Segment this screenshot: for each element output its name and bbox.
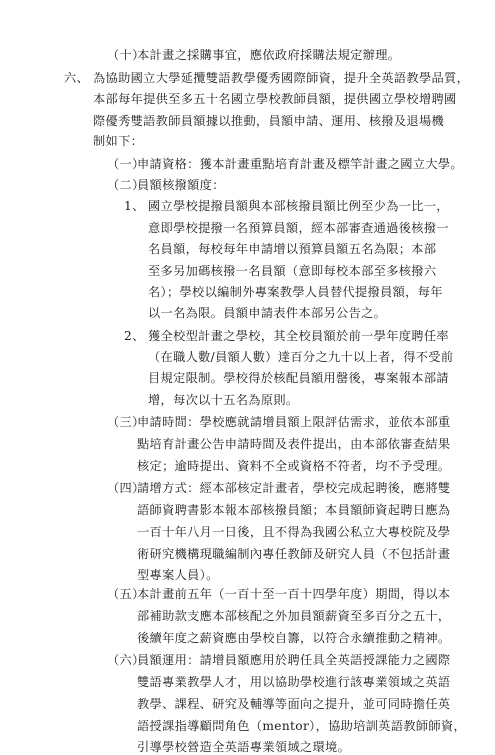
item-text-line: 點培育計畫公告申請時間及表件提出，由本部依審查結果 [137, 437, 451, 452]
item-marker: （二） [107, 178, 145, 193]
item-marker: （四） [107, 481, 145, 496]
item-text-line: 獲全校型計畫之學校，其全校員額於前一學年度聘任率 [148, 328, 449, 343]
item-marker: 六、 [64, 70, 90, 85]
item-marker: 1、 [124, 199, 145, 214]
item-text-line: 目規定限制。學校得於核配員額用罄後，專案報本部請 [148, 371, 449, 386]
item-marker: （一） [107, 157, 145, 172]
item-text-line: 本計畫前五年（一百十至一百十四學年度）期間，得以本 [137, 587, 451, 602]
item-text-line: 核定；逾時提出、資料不全或資格不符者，均不予受理。 [137, 458, 451, 473]
item-text-line: 至多另加碼核撥一名員額（意即每校本部至多核撥六 [148, 263, 437, 278]
item-marker: （六） [107, 653, 145, 668]
item-text-line: 本計畫之採購事宜，應依政府採購法規定辦理。 [137, 48, 401, 63]
item-text-line: 語授課指導顧問角色（mentor），協助培訓英語教師師資， [137, 718, 467, 733]
item-text-line: 後續年度之薪資應由學校自籌，以符合永續推動之精神。 [137, 630, 451, 645]
item-text-line: 部補助款支應本部核配之外加員額薪資至多百分之五十， [137, 609, 451, 624]
item-text-line: 語師資聘書影本報本部核撥員額；本員額師資起聘日應為 [137, 503, 451, 518]
item-text-line: 教學、課程、研究及輔導等面向之提升，並可同時擔任英 [137, 696, 451, 711]
item-text-line: 際優秀雙語教師員額據以推動，員額申請、運用、核撥及退場機 [93, 114, 445, 129]
item-text-line: 雙語專業教學人才，用以協助學校進行該專業領域之英語 [137, 675, 451, 690]
item-marker: （三） [107, 415, 145, 430]
item-text-line: 以一名為限。員額申請表件本部另公告之。 [148, 306, 387, 321]
item-text-line: （在職人數/員額人數）達百分之九十以上者，得不受前 [148, 349, 454, 364]
item-text-line: 請增方式：經本部核定計畫者，學校完成起聘後，應將雙 [137, 481, 451, 496]
item-text-line: 名）；學校以編制外專案教學人員替代提撥員額，每年 [148, 285, 443, 300]
item-text-line: 術研究機構現職編制內專任教師及研究人員（不包括計畫 [137, 546, 451, 561]
item-text-line: 申請資格：獲本計畫重點培育計畫及標竿計畫之國立大學。 [137, 157, 463, 172]
item-text-line: 增，每次以十五名為原則。 [148, 392, 299, 407]
item-text-line: 國立學校提撥員額與本部核撥員額比例至少為一比一， [148, 199, 449, 214]
item-text-line: 本部每年提供至多五十名國立學校教師員額，提供國立學校增聘國 [93, 92, 457, 107]
item-marker: （十） [107, 48, 145, 63]
item-text-line: 員額運用：請增員額應用於聘任具全英語授課能力之國際 [137, 653, 451, 668]
item-text-line: 員額核撥額度： [137, 178, 225, 193]
item-text-line: 型專案人員）。 [137, 568, 219, 583]
item-text-line: 引導學校營造全英語專業領域之環境。 [137, 740, 351, 755]
item-marker: （五） [107, 587, 145, 602]
item-marker: 2、 [124, 328, 145, 343]
item-text-line: 意即學校提撥一名預算員額，經本部審查通過後核撥一 [148, 220, 449, 235]
item-text-line: 申請時間：學校應就請增員額上限評估需求，並依本部重 [137, 415, 451, 430]
item-text-line: 為協助國立大學延攬雙語教學優秀國際師資，提升全英語教學品質， [93, 70, 470, 85]
item-text-line: 一百十年八月一日後，且不得為我國公私立大專校院及學 [137, 524, 451, 539]
item-text-line: 制如下： [93, 134, 144, 149]
item-text-line: 名員額，每校每年申請增以預算員額五名為限；本部 [148, 241, 437, 256]
